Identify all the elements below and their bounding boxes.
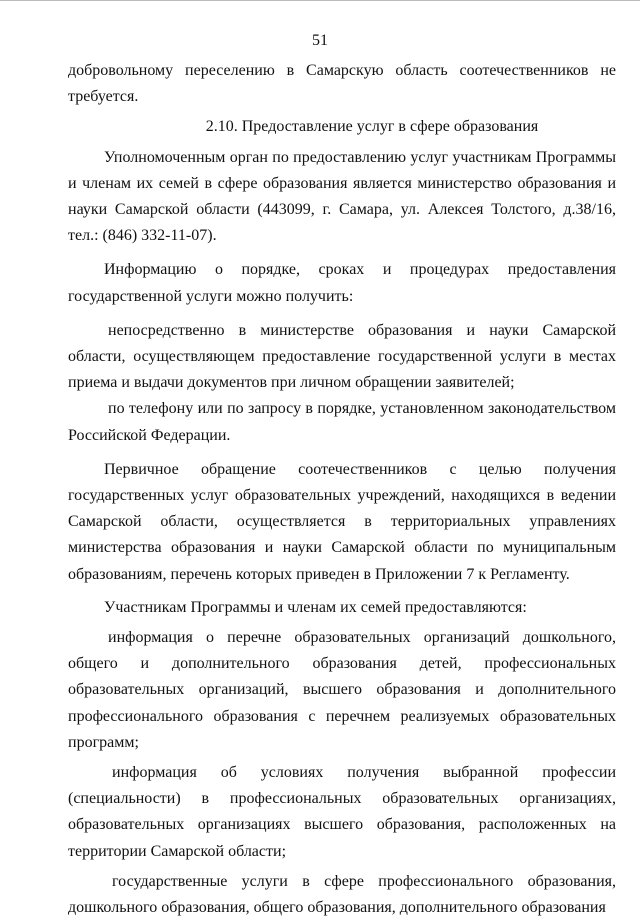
paragraph-9: информация об условиях получения выбранной профессии (специальности) в профессиональных образовательных организациях, образовательных организациях высшего образования, расположенных на территории Самарской области; (68, 764, 616, 860)
paragraph-10: государственные услуги в сфере профессионального образования, дошкольного образования, общего образования, дополнительного образования (68, 872, 616, 917)
paragraph-1: добровольному переселению в Самарскую область соотечественников не требуется. (68, 62, 616, 106)
paragraph-6: Первичное обращение соотечественников с целью получения государственных услуг образовательных учреждений, находящихся в ведении Самарской области, осуществляется в территориальных управлениях министерства образования и науки Самарской области по муниципальным образованиям, перечень которых приведен в Приложении 7 к Регламенту. (68, 460, 616, 583)
paragraph-2: Уполномоченным орган по предоставлению услуг участникам Программы и членам их семей в сфере образования является министерство образования и науки Самарской области (443099, г. Самара, ул. Алексея Толстого, д.38/16, тел.: (846) 332-11-07). (68, 148, 616, 245)
paragraph-3: Информацию о порядке, сроках и процедурах предоставления государственной услуги можно получить: (68, 261, 616, 305)
document-body (68, 58, 616, 921)
paragraph-7: Участникам Программы и членам их семей предоставляются: (104, 598, 527, 616)
page-number: 51 (312, 32, 328, 49)
section-heading: 2.10. Предоставление услуг в сфере образования (205, 118, 539, 136)
paragraph-4: непосредственно в министерстве образования и науки Самарской области, осуществляющем предоставление государственной услуги в местах приема и выдачи документов при личном обращении заявителей; (68, 321, 616, 392)
top-border (0, 0, 640, 1)
paragraph-5: по телефону или по запросу в порядке, установленном законодательством Российской Федерации. (68, 400, 616, 444)
paragraph-8: информация о перечне образовательных организаций дошкольного, общего и дополнительного образования детей, профессиональных образовательных организаций, высшего образования и дополнительного профессионального образования с перечнем реализуемых образовательных программ; (68, 629, 616, 751)
